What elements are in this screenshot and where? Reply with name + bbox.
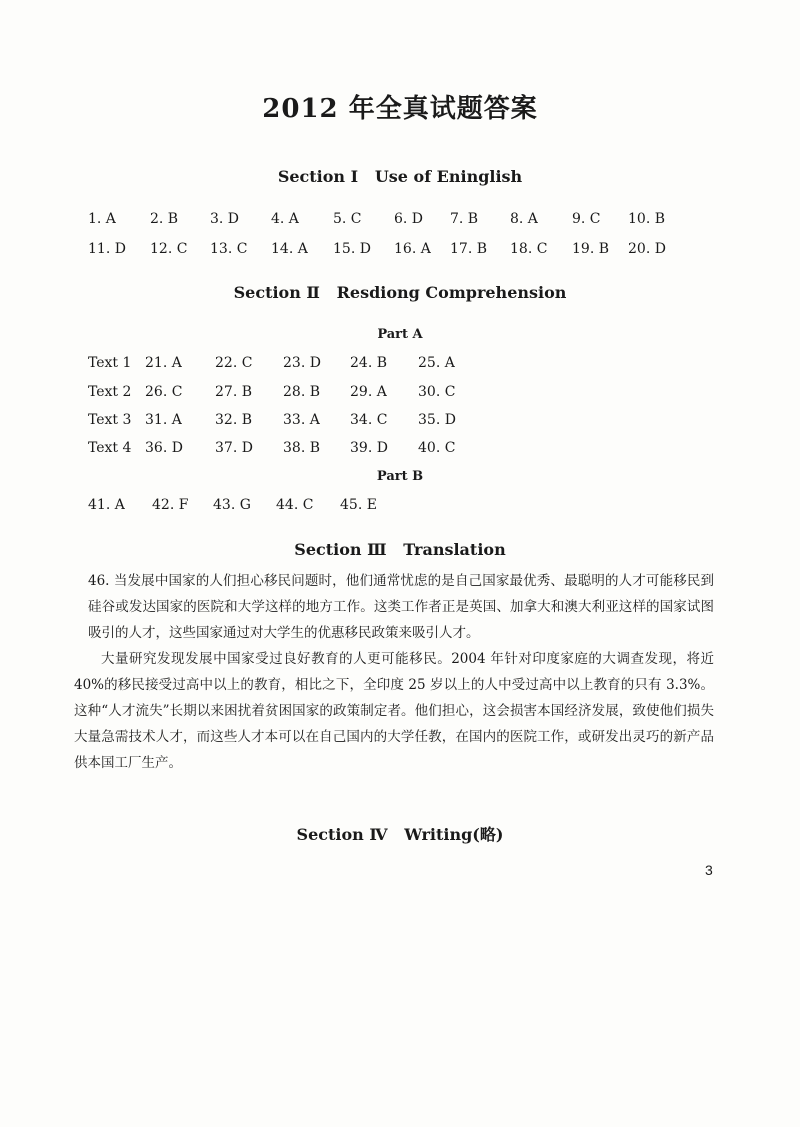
answer-cell: 29. A	[350, 384, 387, 400]
answer-cell: 19. B	[572, 241, 610, 257]
answer-cell: 45. E	[340, 497, 377, 513]
answer-cell: 32. B	[215, 412, 253, 428]
answer-cell: 13. C	[210, 241, 248, 257]
answer-cell: 20. D	[628, 241, 666, 257]
answer-cell: 9. C	[572, 211, 601, 227]
text-label: Text 2	[88, 384, 132, 400]
answer-cell: 8. A	[510, 211, 538, 227]
answer-cell: 26. C	[145, 384, 183, 400]
answer-cell: 44. C	[276, 497, 314, 513]
answer-cell: 39. D	[350, 440, 388, 456]
answer-cell: 33. A	[283, 412, 320, 428]
answer-cell: 17. B	[450, 241, 488, 257]
answer-cell: 12. C	[150, 241, 188, 257]
answer-cell: 24. B	[350, 355, 388, 371]
answer-cell: 1. A	[88, 211, 116, 227]
answer-cell: 5. C	[333, 211, 362, 227]
answer-cell: 25. A	[418, 355, 455, 371]
answer-cell: 37. D	[215, 440, 253, 456]
answer-cell: 15. D	[333, 241, 371, 257]
answer-cell: 28. B	[283, 384, 321, 400]
text-label: Text 4	[88, 440, 132, 456]
answer-cell: 30. C	[418, 384, 456, 400]
answer-cell: 35. D	[418, 412, 456, 428]
answer-cell: 16. A	[394, 241, 431, 257]
answer-cell: 7. B	[450, 211, 479, 227]
section-3-heading: Section Ⅲ Translation	[294, 540, 506, 559]
translation-paragraph-1: 46. 当发展中国家的人们担心移民问题时，他们通常忧虑的是自己国家最优秀、最聪明的人才可能移民到硅谷或发达国家的医院和大学这样的地方工作。这类工作者正是英国、加拿大和澳大利亚这样的国家试图吸引的人才，这些国家通过对大学生的优惠移民政策来吸引人才。	[88, 573, 714, 641]
answer-cell: 3. D	[210, 211, 240, 227]
answer-cell: 23. D	[283, 355, 321, 371]
answer-cell: 4. A	[271, 211, 299, 227]
answer-cell: 21. A	[145, 355, 182, 371]
translation-paragraph-2: 大量研究发现发展中国家受过良好教育的人更可能移民。2004 年针对印度家庭的大调查发现，将近 40%的移民接受过高中以上的教育，相比之下，全印度 25 岁以上的人中受过高中以上教育的只有 3.3%。这种“人才流失”长期以来困扰着贫困国家的政策制定者。他们担心，这会损害本国经济发展，致使他们损失大量急需技术人才，而这些人才本可以在自己国内的大学任教，在国内的医院工作，或研发出灵巧的新产品供本国工厂生产。	[74, 651, 714, 771]
answer-cell: 31. A	[145, 412, 182, 428]
answer-cell: 2. B	[150, 211, 179, 227]
section-2-heading: Section Ⅱ Resdiong Comprehension	[233, 283, 567, 302]
answer-cell: 36. D	[145, 440, 183, 456]
text-label: Text 3	[88, 412, 132, 428]
part-a-heading: Part A	[377, 327, 423, 342]
answer-cell: 22. C	[215, 355, 253, 371]
section-1-heading: Section Ⅰ Use of Eninglish	[277, 167, 523, 186]
answer-cell: 34. C	[350, 412, 388, 428]
answer-cell: 42. F	[152, 497, 189, 513]
answer-cell: 27. B	[215, 384, 253, 400]
part-b-heading: Part B	[376, 469, 424, 484]
section-4-heading: Section Ⅳ Writing(略)	[296, 825, 504, 844]
answer-cell: 38. B	[283, 440, 321, 456]
page-number: 3	[705, 862, 713, 878]
answer-cell: 11. D	[88, 241, 126, 257]
page-title: 2012 年全真试题答案	[262, 94, 538, 124]
text-label: Text 1	[88, 355, 132, 371]
answer-cell: 41. A	[88, 497, 125, 513]
answer-cell: 14. A	[271, 241, 308, 257]
answer-cell: 40. C	[418, 440, 456, 456]
answer-cell: 43. G	[213, 497, 251, 513]
answer-cell: 6. D	[394, 211, 424, 227]
answer-cell: 18. C	[510, 241, 548, 257]
answer-cell: 10. B	[628, 211, 666, 227]
